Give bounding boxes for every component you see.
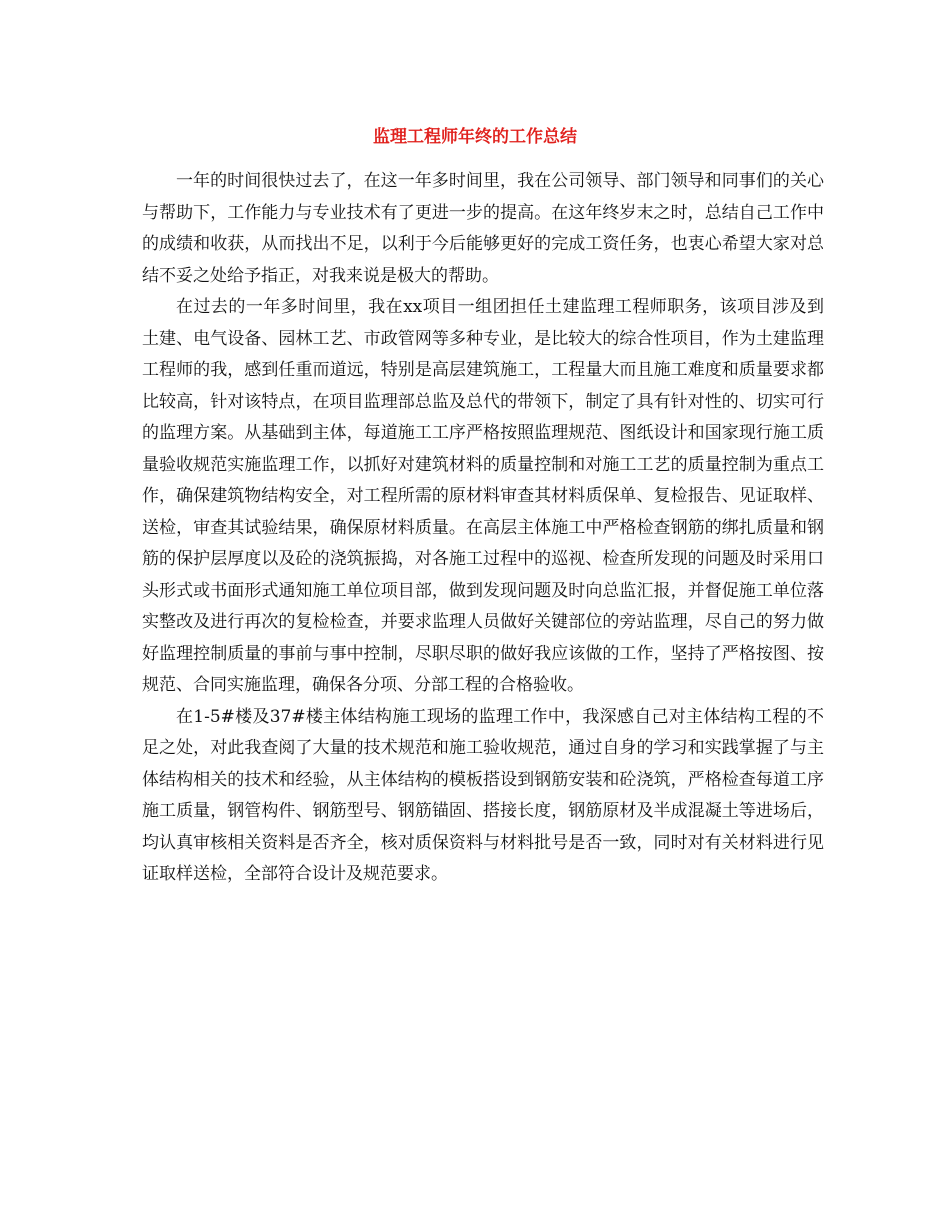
paragraph-1: 一年的时间很快过去了，在这一年多时间里，我在公司领导、部门领导和同事们的关心与帮助下，工作能力与专业技术有了更进一步的提高。在这年终岁末之时，总结自己工作中的成绩和收获，从而找出不足，以利于今后能够更好的完成工资任务，也衷心希望大家对总结不妥之处给予指正，对我来说是极大的帮助。 [142, 171, 824, 286]
paragraph-3: 在1-5#楼及37#楼主体结构施工现场的监理工作中，我深感自己对主体结构工程的不足之处，对此我查阅了大量的技术规范和施工验收规范，通过自身的学习和实践掌握了与主体结构相关的技术和经验，从主体结构的模板搭设到钢筋安装和砼浇筑，严格检查每道工序施工质量，钢管构件、钢筋型号、钢筋锚固、搭接长度，钢筋原材及半成混凝土等进场后，均认真审核相关资料是否齐全，核对质保资料与材料批号是否一致，同时对有关材料进行见证取样送检，全部符合设计及规范要求。 [142, 706, 824, 884]
paragraph-2: 在过去的一年多时间里，我在xx项目一组团担任土建监理工程师职务，该项目涉及到土建、电气设备、园林工艺、市政管网等多种专业，是比较大的综合性项目，作为土建监理工程师的我，感到任重而道远，特别是高层建筑施工，工程量大而且施工难度和质量要求都比较高，针对该特点，在项目监理部总监及总代的带领下，制定了具有针对性的、切实可行的监理方案。从基础到主体，每道施工工序严格按照监理规范、图纸设计和国家现行施工质量验收规范实施监理工作，以抓好对建筑材料的质量控制和对施工工艺的质量控制为重点工作，确保建筑物结构安全，对工程所需的原材料审查其材料质保单、复检报告、见证取样、送检，审查其试验结果，确保原材料质量。在高层主体施工中严格检查钢筋的绑扎质量和钢筋的保护层厚度以及砼的浇筑振捣，对各施工过程中的巡视、检查所发现的问题及时采用口头形式或书面形式通知施工单位项目部，做到发现问题及时向总监汇报，并督促施工单位落实整改及进行再次的复检检查，并要求监理人员做好关键部位的旁站监理，尽自己的努力做好监理控制质量的事前与事中控制，尽职尽职的做好我应该做的工作，坚持了严格按图、按规范、合同实施监理，确保各分项、分部工程的合格验收。 [142, 297, 824, 695]
document-body [142, 166, 824, 891]
document-title: 监理工程师年终的工作总结 [373, 127, 577, 147]
